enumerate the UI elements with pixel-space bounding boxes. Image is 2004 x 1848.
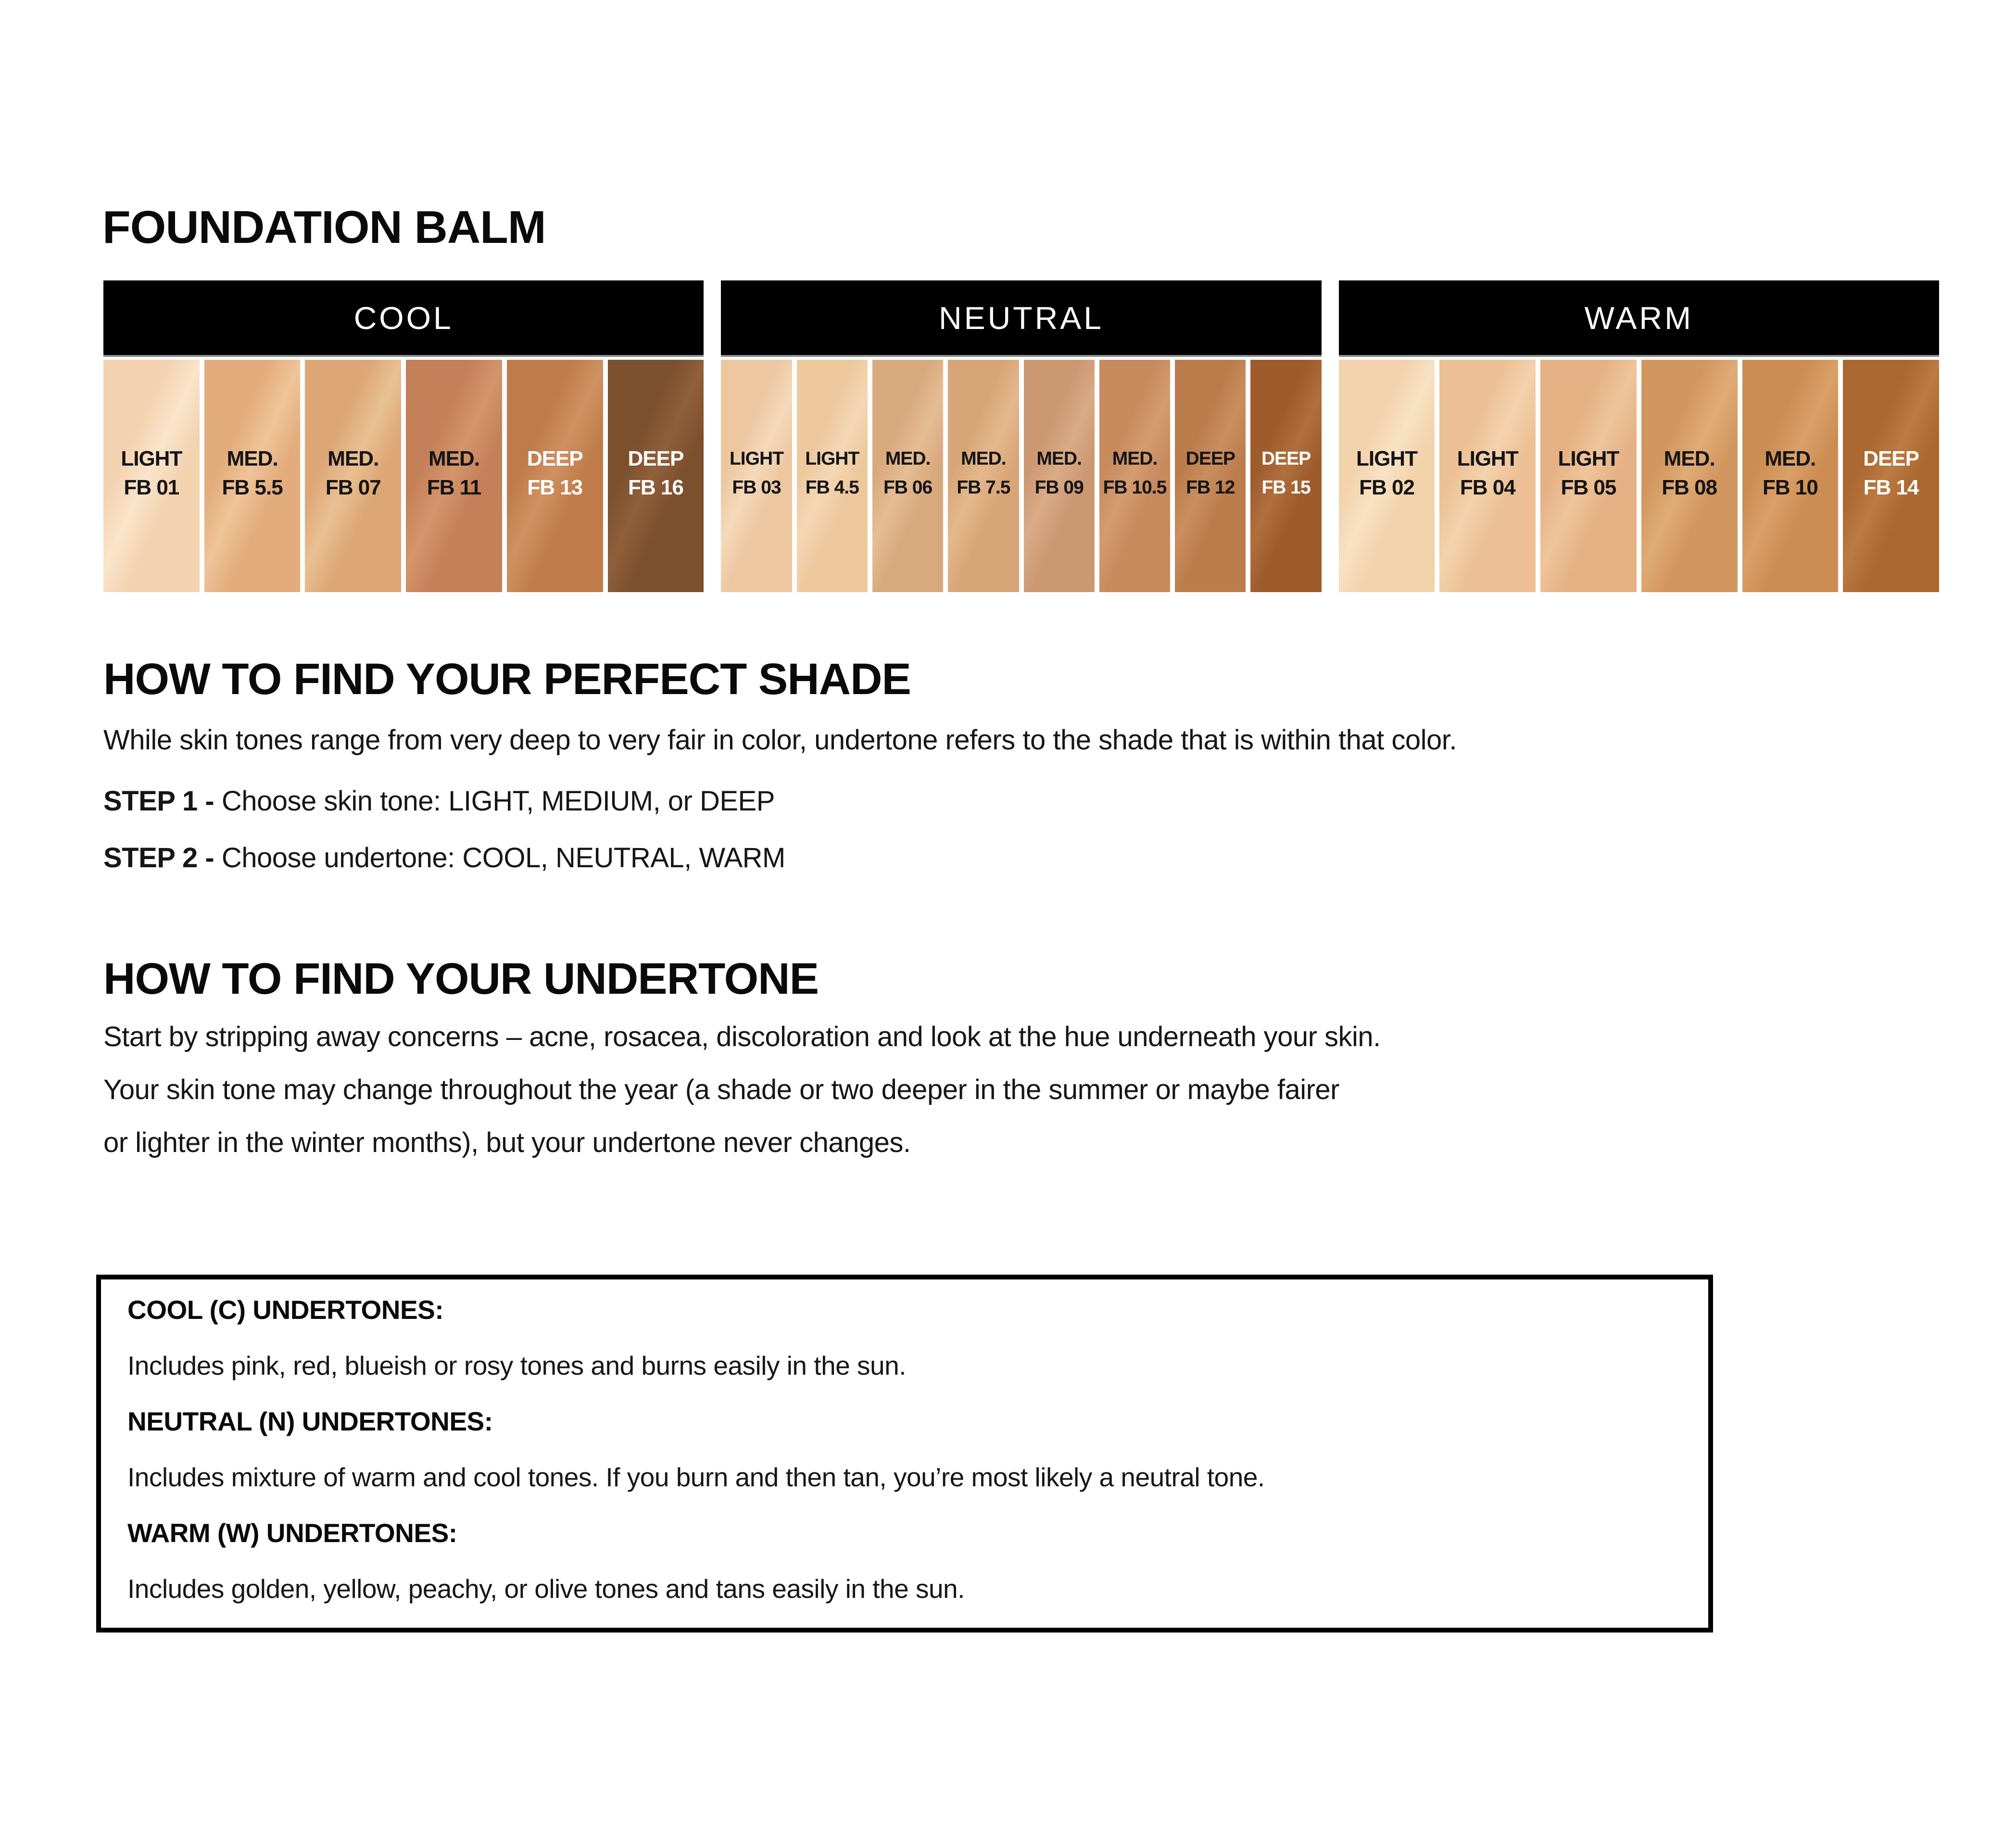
step-2-text: Choose undertone: COOL, NEUTRAL, WARM: [221, 842, 785, 873]
swatch-label: [507, 444, 603, 502]
swatch-fb-03: [721, 360, 792, 592]
swatch-tone: LIGHT: [1356, 447, 1417, 470]
swatch-label: [1175, 444, 1246, 502]
undertone-group-neutral: [721, 280, 1321, 592]
undertone-line-2: Your skin tone may change throughout the year (a shade or two deeper in the summer or maybe fairer: [103, 1074, 1339, 1105]
swatch-code: FB 03: [732, 477, 781, 498]
undertone-line-3: or lighter in the winter months), but your undertone never changes.: [103, 1127, 911, 1158]
swatch-code: FB 16: [628, 476, 683, 499]
swatch-fb-08: [1641, 360, 1738, 592]
step-1: [103, 784, 775, 819]
swatch-code: FB 11: [427, 476, 481, 499]
swatch-label: [948, 444, 1019, 502]
section-heading-undertone: HOW TO FIND YOUR UNDERTONE: [103, 954, 819, 1003]
swatch-label: [1742, 444, 1839, 502]
step-1-text: Choose skin tone: LIGHT, MEDIUM, or DEEP: [221, 785, 775, 817]
swatch-tone: MED.: [961, 448, 1006, 469]
undertone-group-cool: [103, 280, 704, 592]
perfect-shade-intro: While skin tones range from very deep to very fair in color, undertone refers to the shade that is within that color.: [103, 724, 1457, 756]
neutral-undertones-text: Includes mixture of warm and cool tones. If you burn and then tan, you’re most likely a neutral tone.: [127, 1462, 1265, 1492]
swatch-fb-06: [872, 360, 943, 592]
swatch-label: [1024, 444, 1095, 502]
page-title: FOUNDATION BALM: [102, 202, 546, 253]
swatch-tone: LIGHT: [1457, 447, 1518, 470]
swatch-tone: MED.: [429, 447, 480, 470]
swatch-code: FB 04: [1460, 476, 1515, 499]
swatch-code: FB 01: [124, 476, 179, 499]
swatch-code: FB 06: [883, 477, 933, 498]
swatch-fb-05: [1540, 360, 1637, 592]
swatch-tone: MED.: [1036, 448, 1082, 469]
swatch-tone: MED.: [328, 447, 379, 470]
swatch-label: [797, 444, 868, 502]
swatch-label: [1641, 444, 1738, 502]
swatch-label: [1540, 444, 1637, 502]
swatch-tone: MED.: [1664, 447, 1715, 470]
swatch-code: FB 10: [1762, 476, 1818, 499]
undertone-bar-cool: COOL: [103, 280, 704, 355]
swatch-code: FB 09: [1034, 477, 1084, 498]
swatch-label: [1843, 444, 1939, 502]
undertones-info-box: [96, 1275, 1713, 1633]
swatch-code: FB 15: [1261, 477, 1311, 498]
step-2-label: STEP 2 -: [103, 842, 214, 873]
swatch-label: [103, 444, 200, 502]
shade-chart: [103, 280, 1939, 592]
swatch-code: FB 7.5: [957, 477, 1010, 498]
step-1-label: STEP 1 -: [103, 785, 214, 817]
swatch-label: [1099, 444, 1170, 502]
swatch-fb-11: [406, 360, 502, 592]
swatch-code: FB 08: [1662, 476, 1717, 499]
swatch-row-cool: [103, 360, 704, 592]
swatch-tone: DEEP: [1863, 447, 1919, 470]
swatch-fb-07: [305, 360, 401, 592]
swatch-tone: LIGHT: [729, 448, 783, 469]
swatch-tone: MED.: [1765, 447, 1816, 470]
swatch-tone: DEEP: [527, 447, 583, 470]
swatch-label: [1439, 444, 1536, 502]
swatch-label: [721, 444, 792, 502]
swatch-tone: MED.: [227, 447, 278, 470]
swatch-tone: LIGHT: [121, 447, 182, 470]
swatch-fb-10-5: [1099, 360, 1170, 592]
swatch-fb-09: [1024, 360, 1095, 592]
swatch-row-warm: [1339, 360, 1939, 592]
swatch-label: [1339, 444, 1435, 502]
warm-undertones-heading: WARM (W) UNDERTONES:: [127, 1518, 457, 1548]
swatch-tone: LIGHT: [1558, 447, 1619, 470]
swatch-label: [305, 444, 401, 502]
swatch-label: [1250, 444, 1321, 502]
swatch-code: FB 02: [1359, 476, 1414, 499]
swatch-fb-7-5: [948, 360, 1019, 592]
swatch-code: FB 10.5: [1103, 477, 1167, 498]
swatch-code: FB 05: [1561, 476, 1616, 499]
undertone-bar-neutral: NEUTRAL: [721, 280, 1321, 355]
swatch-code: FB 13: [527, 476, 583, 499]
swatch-tone: DEEP: [1185, 448, 1235, 469]
swatch-label: [608, 444, 704, 502]
swatch-fb-12: [1175, 360, 1246, 592]
swatch-fb-5-5: [204, 360, 301, 592]
section-heading-perfect-shade: HOW TO FIND YOUR PERFECT SHADE: [103, 655, 911, 704]
swatch-code: FB 4.5: [805, 477, 859, 498]
swatch-fb-02: [1339, 360, 1435, 592]
swatch-code: FB 14: [1863, 476, 1919, 499]
swatch-fb-13: [507, 360, 603, 592]
swatch-fb-15: [1250, 360, 1321, 592]
cool-undertones-heading: COOL (C) UNDERTONES:: [127, 1295, 444, 1325]
undertone-bar-warm: WARM: [1339, 280, 1939, 355]
swatch-tone: MED.: [885, 448, 931, 469]
swatch-code: FB 12: [1186, 477, 1235, 498]
swatch-code: FB 07: [325, 476, 381, 499]
swatch-label: [872, 444, 943, 502]
undertone-line-1: Start by stripping away concerns – acne, rosacea, discoloration and look at the hue underneath your skin.: [103, 1021, 1381, 1052]
swatch-code: FB 5.5: [222, 476, 283, 499]
swatch-tone: DEEP: [628, 447, 684, 470]
swatch-fb-01: [103, 360, 200, 592]
swatch-fb-4-5: [797, 360, 868, 592]
warm-undertones-text: Includes golden, yellow, peachy, or olive tones and tans easily in the sun.: [127, 1574, 965, 1604]
step-2: [103, 841, 785, 876]
swatch-label: [204, 444, 301, 502]
neutral-undertones-heading: NEUTRAL (N) UNDERTONES:: [127, 1406, 493, 1436]
swatch-fb-14: [1843, 360, 1939, 592]
swatch-fb-10: [1742, 360, 1839, 592]
swatch-tone: MED.: [1112, 448, 1158, 469]
swatch-tone: LIGHT: [805, 448, 859, 469]
swatch-row-neutral: [721, 360, 1321, 592]
swatch-tone: DEEP: [1261, 448, 1311, 469]
swatch-fb-16: [608, 360, 704, 592]
swatch-fb-04: [1439, 360, 1536, 592]
swatch-label: [406, 444, 502, 502]
undertone-group-warm: [1339, 280, 1939, 592]
cool-undertones-text: Includes pink, red, blueish or rosy tones and burns easily in the sun.: [127, 1351, 907, 1380]
